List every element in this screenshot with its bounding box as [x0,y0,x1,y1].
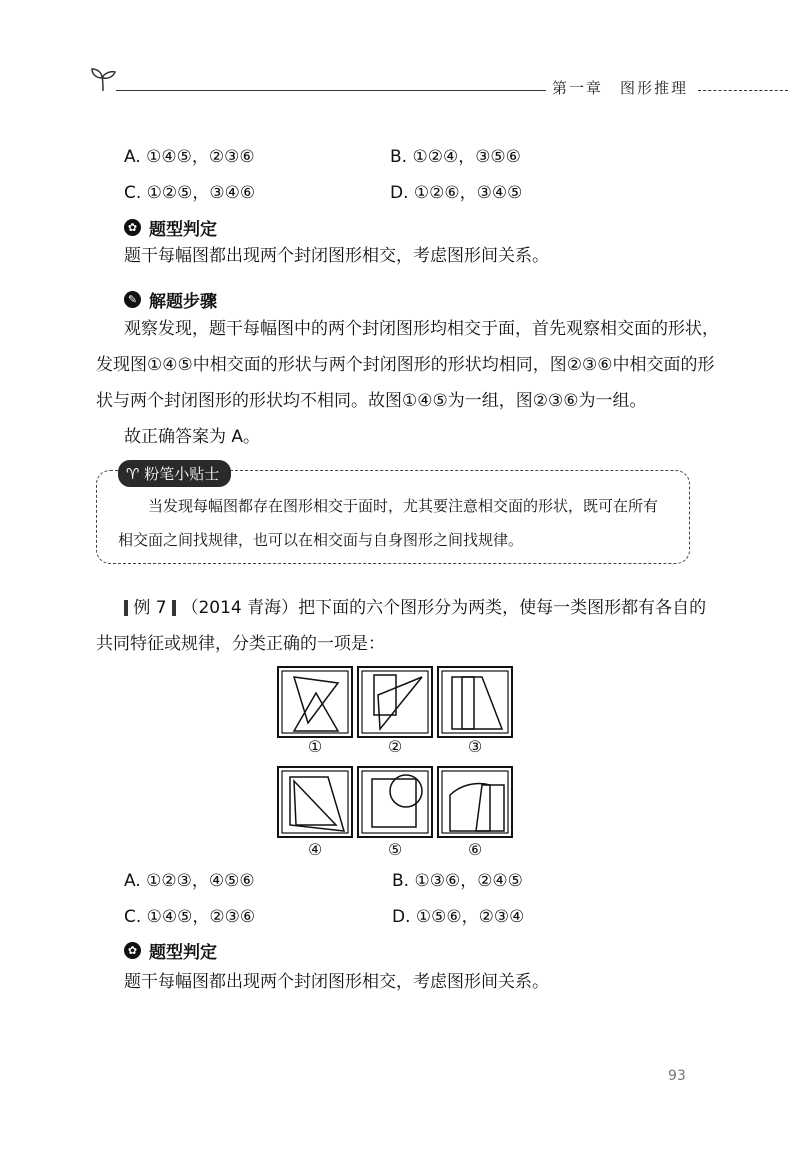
section-title-type [124,938,217,963]
sprout-icon: ♈ [126,465,140,483]
figure-label-4: ④ [307,840,323,859]
figure-label-6: ⑥ [467,840,483,859]
gear-icon: ✿ [124,219,141,236]
figure-4 [278,767,352,837]
option-c: C. ①④⑤，②③⑥ [124,907,256,927]
option-d: D. ①⑤⑥，②③④ [392,907,525,927]
option-d: D. ①②⑥，③④⑤ [390,183,523,203]
key-icon: ✎ [124,291,141,308]
answer-line: 故正确答案为 A。 [124,427,261,447]
figure-3 [438,667,512,737]
figure-5 [358,767,432,837]
option-a: A. ①②③，④⑤⑥ [124,871,255,891]
tip-tag [118,460,231,487]
option-a: A. ①④⑤，②③⑥ [124,147,255,167]
figure-6 [438,767,512,837]
section-text: 题干每幅图都出现两个封闭图形相交，考虑图形间关系。 [124,972,549,992]
sprout-icon [88,66,118,92]
section-title-type [124,215,217,240]
tip-line-2: 相交面之间找规律，也可以在相交面与自身图形之间找规律。 [118,531,524,549]
option-b: B. ①③⑥，②④⑤ [392,871,523,891]
figure-label-5: ⑤ [387,840,403,859]
example-marker-left [124,600,128,616]
section-title-text: 题型判定 [149,220,217,240]
steps-line-2: 发现图①④⑤中相交面的形状与两个封闭图形的形状均相同，图②③⑥中相交面的形 [96,355,715,375]
example-text: （2014 青海）把下面的六个图形分为两类，使每一类图形都有各自的 [181,598,707,618]
chapter-title: 第一章 图形推理 [552,79,689,97]
tip-line-1: 当发现每幅图都存在图形相交于面时，尤其要注意相交面的形状，既可在所有 [148,497,659,515]
example-line-2: 共同特征或规律，分类正确的一项是： [96,634,385,654]
option-b: B. ①②④，③⑤⑥ [390,147,521,167]
option-c: C. ①②⑤，③④⑥ [124,183,256,203]
example-line-1 [124,590,706,626]
page-number: 93 [668,1068,686,1084]
tip-tag-label: 粉笔小贴士 [144,465,220,483]
steps-line-3: 状与两个封闭图形的形状均不相同。故图①④⑤为一组，图②③⑥为一组。 [96,391,647,411]
section-text: 题干每幅图都出现两个封闭图形相交，考虑图形间关系。 [124,246,549,266]
figure-2 [358,667,432,737]
example-marker-right [172,600,176,616]
figure-1 [278,667,352,737]
example-label: 例 7 [133,598,167,618]
section-title-text: 题型判定 [149,943,217,963]
header-rule-right [698,90,788,91]
header-rule [116,90,546,91]
steps-line-1: 观察发现，题干每幅图中的两个封闭图形均相交于面，首先观察相交面的形状， [124,319,719,339]
section-title-steps [124,287,217,312]
gear-icon: ✿ [124,942,141,959]
figure-label-2: ② [387,737,403,756]
figure-grid [276,665,516,855]
figure-label-3: ③ [467,737,483,756]
section-title-text: 解题步骤 [149,292,217,312]
figure-label-1: ① [307,737,323,756]
